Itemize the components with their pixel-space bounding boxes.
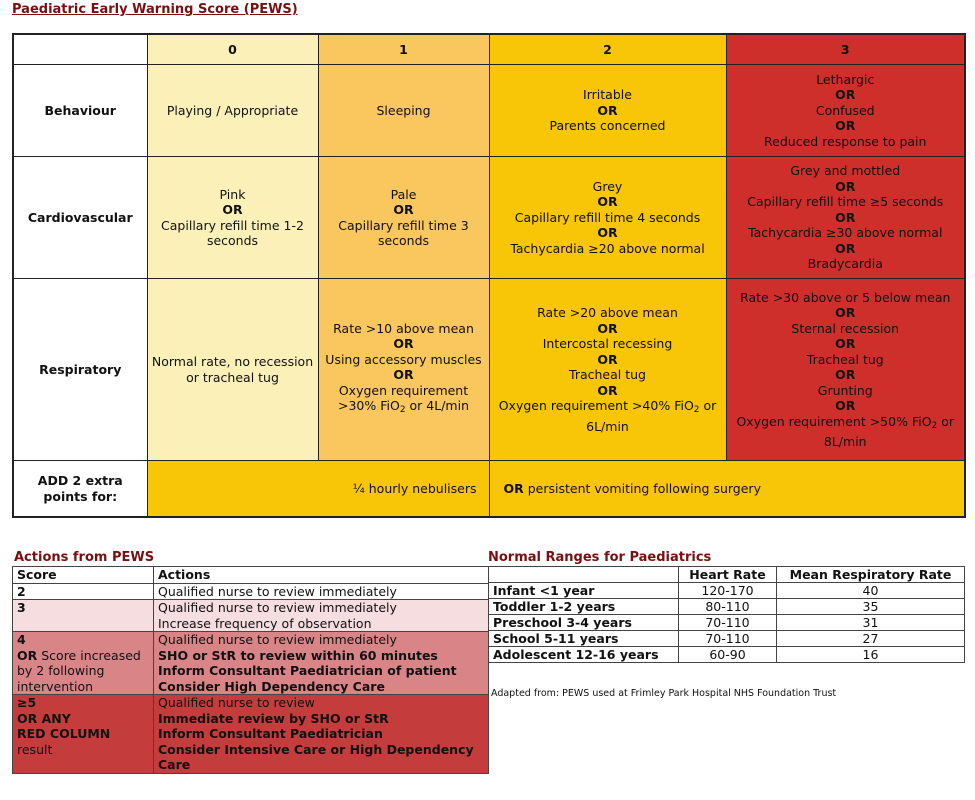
actions-row-score-4 — [13, 632, 489, 695]
action-line: Consider High Dependency Care — [158, 678, 385, 694]
score-note: RED COLUMN — [17, 726, 111, 741]
actions-table — [12, 566, 489, 774]
actions-row-score-5-plus — [13, 695, 489, 774]
page-title: Paediatric Early Warning Score (PEWS) — [12, 2, 298, 17]
behaviour-score-2 — [489, 65, 726, 157]
action-line: Consider Intensive Care or High Dependency Care — [158, 741, 474, 772]
ranges-col-age — [489, 567, 679, 583]
or-label: OR — [17, 647, 38, 663]
or-label: OR — [222, 202, 243, 217]
table-row — [489, 631, 965, 647]
criterion: Oxygen requirement >50% FiO — [736, 413, 932, 429]
action-line: Qualified nurse to review immediately — [158, 583, 397, 599]
criterion: Pale — [390, 186, 417, 202]
respiratory-score-2 — [489, 279, 726, 461]
criterion: Rate >10 above mean — [333, 320, 474, 336]
action-line: Qualified nurse to review immediately — [158, 632, 397, 647]
criterion: Capillary refill time ≥5 seconds — [747, 194, 944, 210]
action-score: 3 — [13, 600, 154, 632]
row-label-behaviour: Behaviour — [13, 65, 147, 157]
resp-rate: 31 — [777, 615, 965, 631]
action-lines — [154, 632, 489, 695]
pews-header-row — [13, 34, 965, 65]
action-lines — [154, 583, 489, 600]
actions-header-row — [13, 567, 489, 584]
or-label: OR — [835, 336, 856, 351]
action-line: SHO or StR to review within 60 minutes — [158, 647, 438, 663]
criterion: Capillary refill time 3 seconds — [338, 217, 469, 248]
criterion: Grey — [592, 178, 623, 194]
or-label: OR — [835, 87, 856, 103]
action-line: Increase frequency of observation — [158, 615, 372, 631]
subscript: 2 — [693, 405, 700, 415]
respiratory-score-3 — [726, 279, 965, 461]
cardiovascular-score-1 — [318, 157, 489, 279]
behaviour-score-3 — [726, 65, 965, 157]
respiratory-score-1 — [318, 279, 489, 461]
resp-rate: 35 — [777, 599, 965, 615]
source-attribution: Adapted from: PEWS used at Frimley Park Hospital NHS Foundation Trust — [491, 688, 837, 699]
table-row — [489, 599, 965, 615]
ranges-header-row — [489, 567, 965, 583]
score-value: 4 — [17, 632, 26, 647]
or-label: OR — [835, 178, 856, 194]
pews-header-score-3: 3 — [726, 34, 965, 65]
resp-rate: 27 — [777, 631, 965, 647]
actions-title: Actions from PEWS — [14, 550, 155, 565]
actions-col-actions: Actions — [154, 567, 489, 584]
extra-vomiting — [489, 461, 965, 518]
heart-rate: 120-170 — [679, 583, 777, 599]
action-score — [13, 632, 154, 695]
score-note: result — [17, 741, 53, 757]
or-label: OR — [393, 202, 414, 217]
action-line: Inform Consultant Paediatrician of patient — [158, 663, 457, 678]
or-label: OR — [597, 320, 618, 336]
criterion: Capillary refill time 4 seconds — [514, 209, 701, 225]
heart-rate: 60-90 — [679, 647, 777, 663]
or-label: OR — [597, 225, 618, 241]
pews-score-table — [12, 33, 966, 518]
criterion: Tachycardia ≥30 above normal — [748, 225, 943, 241]
criterion: Using accessory muscles — [325, 351, 482, 367]
or-label: OR — [393, 336, 414, 351]
cardiovascular-score-0 — [147, 157, 318, 279]
score-value: ≥5 — [17, 695, 37, 710]
heart-rate: 70-110 — [679, 615, 777, 631]
actions-row-score-2 — [13, 583, 489, 600]
or-label: OR — [835, 240, 856, 256]
or-label: OR — [597, 102, 618, 118]
criterion: Reduced response to pain — [764, 133, 927, 149]
or-label: OR — [597, 194, 618, 210]
table-row — [489, 615, 965, 631]
criterion: Grunting — [817, 382, 873, 398]
action-line: Inform Consultant Paediatrician — [158, 726, 383, 741]
criterion: Grey and mottled — [790, 163, 901, 179]
ranges-col-resp: Mean Respiratory Rate — [777, 567, 965, 583]
ranges-col-heart: Heart Rate — [679, 567, 777, 583]
resp-rate: 16 — [777, 647, 965, 663]
action-lines — [154, 695, 489, 774]
criterion: Irritable — [583, 87, 632, 103]
or-label: OR — [393, 367, 414, 382]
criterion: Bradycardia — [807, 256, 883, 272]
row-label-respiratory: Respiratory — [13, 279, 147, 461]
criterion: or 6L/min — [586, 398, 717, 434]
age-group: Preschool 3-4 years — [489, 615, 679, 631]
criterion: Oxygen requirement >30% FiO — [338, 382, 469, 413]
action-score: 2 — [13, 583, 154, 600]
score-note: OR ANY — [17, 710, 71, 726]
or-label: OR — [835, 118, 856, 134]
resp-rate: 40 — [777, 583, 965, 599]
pews-header-score-1: 1 — [318, 34, 489, 65]
heart-rate: 70-110 — [679, 631, 777, 647]
criterion: Parents concerned — [549, 118, 666, 134]
pews-row-extra — [13, 461, 965, 518]
criterion: Capillary refill time 1-2 seconds — [161, 217, 304, 248]
criterion: Rate >30 above or 5 below mean — [740, 289, 951, 305]
age-group: School 5-11 years — [489, 631, 679, 647]
extra-nebulisers — [147, 461, 489, 518]
pews-header-score-2: 2 — [489, 34, 726, 65]
actions-col-score: Score — [13, 567, 154, 584]
criterion: Pink — [219, 186, 246, 202]
age-group: Infant <1 year — [489, 583, 679, 599]
pews-row-cardiovascular — [13, 157, 965, 279]
or-label: OR — [597, 351, 618, 367]
or-label: OR — [835, 367, 856, 382]
action-score — [13, 695, 154, 774]
criterion: Confused — [815, 102, 875, 118]
criterion: or 4L/min — [405, 398, 469, 413]
criterion: Intercostal recessing — [542, 336, 673, 351]
criterion: Lethargic — [816, 71, 875, 87]
criterion: or 8L/min — [823, 413, 955, 449]
criterion: Tachycardia ≥20 above normal — [510, 240, 705, 256]
behaviour-score-1: Sleeping — [318, 65, 489, 157]
or-label: OR — [835, 209, 856, 225]
nebulisers-text: ¼ hourly nebulisers — [352, 480, 477, 496]
actions-row-score-3 — [13, 600, 489, 632]
respiratory-score-0: Normal rate, no recession or tracheal tug — [147, 279, 318, 461]
subscript: 2 — [399, 405, 406, 415]
extra-points-label: ADD 2 extra points for: — [13, 461, 147, 518]
heart-rate: 80-110 — [679, 599, 777, 615]
criterion: Sternal recession — [791, 320, 900, 336]
behaviour-score-0: Playing / Appropriate — [147, 65, 318, 157]
criterion: Tracheal tug — [806, 351, 884, 367]
action-lines — [154, 600, 489, 632]
or-label: OR — [835, 398, 856, 413]
or-label: OR — [597, 382, 618, 398]
normal-ranges-table — [488, 566, 965, 663]
cardiovascular-score-2 — [489, 157, 726, 279]
pews-header-score-0: 0 — [147, 34, 318, 65]
age-group: Adolescent 12-16 years — [489, 647, 679, 663]
subscript: 2 — [931, 420, 938, 431]
table-row — [489, 583, 965, 599]
pews-header-blank — [13, 34, 147, 65]
or-label: OR — [503, 480, 524, 496]
action-line: Qualified nurse to review immediately — [158, 600, 397, 615]
ranges-title: Normal Ranges for Paediatrics — [488, 550, 712, 565]
or-label: OR — [835, 305, 856, 320]
pews-row-respiratory — [13, 279, 965, 461]
pews-row-behaviour — [13, 65, 965, 157]
table-row — [489, 647, 965, 663]
criterion: Tracheal tug — [569, 367, 646, 382]
criterion: Oxygen requirement >40% FiO — [498, 398, 694, 413]
action-line: Immediate review by SHO or StR — [158, 710, 389, 726]
row-label-cardiovascular: Cardiovascular — [13, 157, 147, 279]
criterion: Rate >20 above mean — [537, 305, 678, 320]
vomiting-text: persistent vomiting following surgery — [523, 480, 761, 496]
score-note: Score increased by 2 following intervention — [17, 647, 141, 694]
cardiovascular-score-3 — [726, 157, 965, 279]
age-group: Toddler 1-2 years — [489, 599, 679, 615]
action-line: Qualified nurse to review — [158, 695, 315, 710]
